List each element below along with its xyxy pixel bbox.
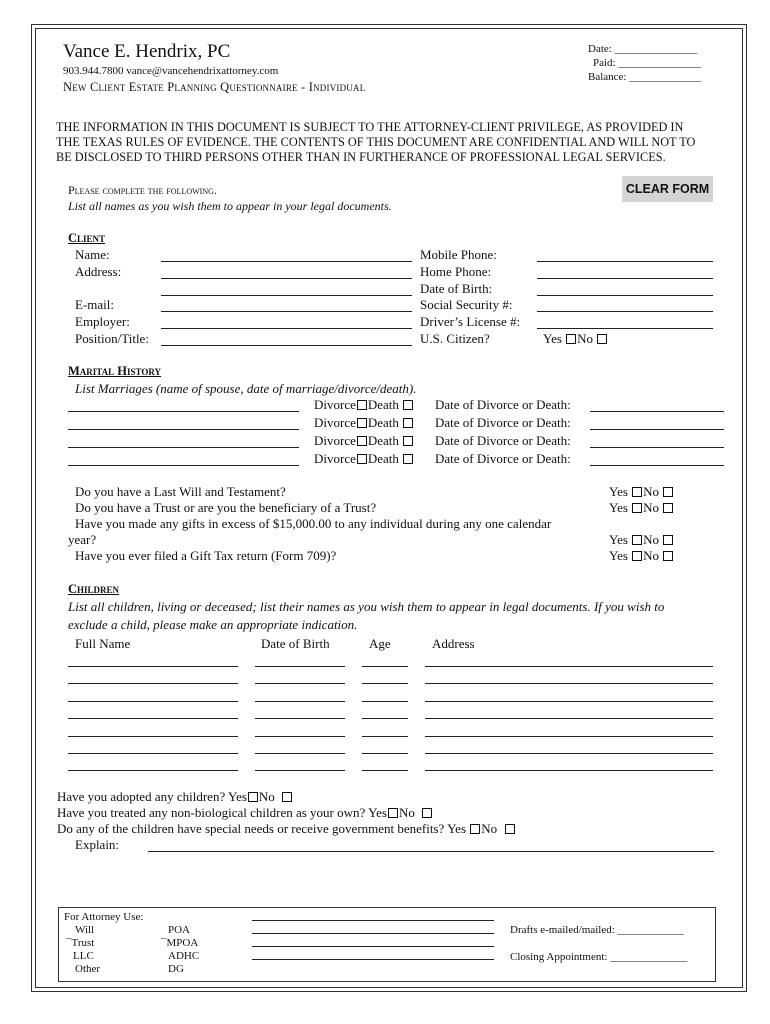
divorce-label: Divorce <box>314 415 356 430</box>
divorce-checkbox-3[interactable] <box>357 436 367 446</box>
citizen-no-label: No <box>577 331 594 346</box>
citizen-label: U.S. Citizen? <box>420 331 490 346</box>
will-yes-no <box>609 484 674 500</box>
address-label: Address: <box>75 264 122 279</box>
marriage-date-label-4: Date of Divorce or Death: <box>435 451 571 466</box>
marriage-row-4 <box>314 451 414 467</box>
firm-name: Vance E. Hendrix, PC <box>63 41 231 62</box>
child-name-field-1[interactable] <box>68 666 238 667</box>
child-address-field-7[interactable] <box>425 770 713 771</box>
child-dob-field-7[interactable] <box>255 770 345 771</box>
child-address-field-5[interactable] <box>425 736 713 737</box>
attorney-trust-label: Trust <box>71 937 95 949</box>
child-age-field-2[interactable] <box>362 683 408 684</box>
child-age-field-1[interactable] <box>362 666 408 667</box>
attorney-line-2[interactable] <box>252 933 494 934</box>
home-phone-label: Home Phone: <box>420 264 492 279</box>
gifts-yes-no <box>609 532 674 548</box>
gift-tax-question: Have you ever filed a Gift Tax return (Form 709)? <box>75 548 337 563</box>
divorce-label: Divorce <box>314 397 356 412</box>
attorney-llc: LLC <box>73 950 94 962</box>
special-needs-question-text: Do any of the children have special needs or receive government benefits? <box>57 821 445 836</box>
nonbio-no-checkbox[interactable] <box>422 808 432 818</box>
adopted-question-text: Have you adopted any children? <box>57 789 226 804</box>
death-checkbox-2[interactable] <box>403 418 413 428</box>
child-name-field-6[interactable] <box>68 753 238 754</box>
dob-label: Date of Birth: <box>420 281 493 296</box>
marriage-row-1 <box>314 397 414 413</box>
drafts-field: Drafts e-mailed/mailed: ____________ <box>510 924 684 936</box>
balance-field: Balance: _____________ <box>588 71 701 83</box>
gifts-question-line-1: Have you made any gifts in excess of $15,000.00 to any individual during any one calendar <box>75 516 552 531</box>
marriage-date-field-2[interactable] <box>590 429 724 430</box>
divorce-label: Divorce <box>314 433 356 448</box>
attorney-dg: DG <box>168 963 184 975</box>
yes-label: Yes <box>447 821 467 836</box>
marital-heading: Marital History <box>68 364 162 378</box>
child-age-field-3[interactable] <box>362 701 408 702</box>
dob-field[interactable] <box>537 295 713 296</box>
notice-line-3: BE DISCLOSED TO THIRD PERSONS OTHER THAN IN FURTHERANCE OF PROFESSIONAL LEGAL SERVICES. <box>56 150 666 164</box>
trust-yes-checkbox[interactable] <box>632 503 642 513</box>
explain-field[interactable] <box>148 851 714 852</box>
divorce-label: Divorce <box>314 451 356 466</box>
gift-tax-no-checkbox[interactable] <box>663 551 673 561</box>
attorney-trust: ¯Trust <box>66 937 95 949</box>
paid-field: Paid: _______________ <box>593 57 701 69</box>
gifts-no-checkbox[interactable] <box>663 535 673 545</box>
child-dob-field-5[interactable] <box>255 736 345 737</box>
child-age-field-6[interactable] <box>362 753 408 754</box>
attorney-other: Other <box>75 963 101 975</box>
yes-label: Yes <box>228 789 247 804</box>
no-label: No <box>643 500 660 515</box>
will-no-checkbox[interactable] <box>663 487 673 497</box>
form-title: New Client Estate Planning Questionnaire - Individual <box>63 80 366 94</box>
no-label: No <box>643 532 660 547</box>
attorney-use-box <box>58 907 716 982</box>
death-checkbox-3[interactable] <box>403 436 413 446</box>
name-field[interactable] <box>161 261 412 262</box>
yes-label: Yes <box>609 532 628 547</box>
attorney-mpoa: ¯MPOA <box>161 937 199 949</box>
child-address-field-4[interactable] <box>425 718 713 719</box>
child-address-field-1[interactable] <box>425 666 713 667</box>
adopted-yes-checkbox[interactable] <box>248 792 258 802</box>
child-name-field-2[interactable] <box>68 683 238 684</box>
address-field-1[interactable] <box>161 278 412 279</box>
death-label: Death <box>367 433 399 448</box>
gifts-yes-checkbox[interactable] <box>632 535 642 545</box>
attorney-line-3[interactable] <box>252 946 494 947</box>
marriage-date-field-4[interactable] <box>590 465 724 466</box>
children-heading: Children <box>68 582 120 596</box>
complete-instruction: Please complete the following. <box>68 183 217 197</box>
marriage-field-1[interactable] <box>68 411 299 412</box>
no-label: No <box>643 548 660 563</box>
client-heading: Client <box>68 231 106 245</box>
marital-instruction: List Marriages (name of spouse, date of marriage/divorce/death). <box>75 381 417 396</box>
ssn-field[interactable] <box>537 311 713 312</box>
marriage-date-field-3[interactable] <box>590 447 724 448</box>
ssn-label: Social Security #: <box>420 297 513 312</box>
trust-yes-no <box>609 500 674 516</box>
no-label: No <box>481 821 498 836</box>
will-yes-checkbox[interactable] <box>632 487 642 497</box>
marriage-date-label-2: Date of Divorce or Death: <box>435 415 571 430</box>
email-label: E-mail: <box>75 297 114 312</box>
attorney-line-4[interactable] <box>252 959 494 960</box>
will-question: Do you have a Last Will and Testament? <box>75 484 286 499</box>
names-instruction: List all names as you wish them to appear in your legal documents. <box>68 199 392 213</box>
attorney-mpoa-label: MPOA <box>166 937 199 949</box>
col-age: Age <box>369 636 391 651</box>
marriage-date-label-3: Date of Divorce or Death: <box>435 433 571 448</box>
trust-question: Do you have a Trust or are you the beneficiary of a Trust? <box>75 500 377 515</box>
attorney-poa: POA <box>168 924 191 936</box>
child-age-field-4[interactable] <box>362 718 408 719</box>
marriage-field-4[interactable] <box>68 465 299 466</box>
col-dob: Date of Birth <box>261 636 330 651</box>
divorce-checkbox-2[interactable] <box>357 418 367 428</box>
special-needs-question <box>57 821 516 837</box>
children-instruction-line-1: List all children, living or deceased; list their names as you wish them to appear in legal documents. If you wish to <box>68 599 665 614</box>
citizen-yes-label: Yes <box>543 331 562 346</box>
marriage-date-field-1[interactable] <box>590 411 724 412</box>
yes-label: Yes <box>609 484 628 499</box>
name-label: Name: <box>75 247 110 262</box>
child-dob-field-1[interactable] <box>255 666 345 667</box>
marriage-row-3 <box>314 433 414 449</box>
gift-tax-yes-checkbox[interactable] <box>632 551 642 561</box>
citizen-options <box>543 331 608 347</box>
yes-label: Yes <box>609 548 628 563</box>
date-field: Date: _______________ <box>588 43 698 55</box>
death-label: Death <box>367 451 399 466</box>
citizen-yes-checkbox[interactable] <box>566 334 576 344</box>
attorney-use-heading: For Attorney Use: <box>64 911 144 923</box>
explain-label: Explain: <box>75 837 120 852</box>
position-label: Position/Title: <box>75 331 149 346</box>
home-phone-field[interactable] <box>537 278 713 279</box>
special-yes-checkbox[interactable] <box>470 824 480 834</box>
employer-label: Employer: <box>75 314 130 329</box>
child-dob-field-4[interactable] <box>255 718 345 719</box>
child-address-field-6[interactable] <box>425 753 713 754</box>
child-name-field-5[interactable] <box>68 736 238 737</box>
divorce-checkbox-1[interactable] <box>357 400 367 410</box>
yes-label: Yes <box>368 805 387 820</box>
nonbio-question-text: Have you treated any non-biological children as your own? <box>57 805 366 820</box>
firm-contact: 903.944.7800 vance@vancehendrixattorney.com <box>63 65 279 77</box>
children-instruction-line-2: exclude a child, please make an appropriate indication. <box>68 617 358 632</box>
no-label: No <box>643 484 660 499</box>
col-address: Address <box>432 636 475 651</box>
marriage-field-3[interactable] <box>68 447 299 448</box>
child-age-field-7[interactable] <box>362 770 408 771</box>
attorney-line-1[interactable] <box>252 920 494 921</box>
clear-form-button[interactable]: CLEAR FORM <box>622 176 713 202</box>
drivers-license-label: Driver’s License #: <box>420 314 521 329</box>
child-address-field-2[interactable] <box>425 683 713 684</box>
citizen-no-checkbox[interactable] <box>597 334 607 344</box>
death-label: Death <box>367 397 399 412</box>
nonbio-question <box>57 805 433 821</box>
gift-tax-yes-no <box>609 548 674 564</box>
col-full-name: Full Name <box>75 636 131 651</box>
child-age-field-5[interactable] <box>362 736 408 737</box>
gifts-question-line-2: year? <box>68 532 97 547</box>
closing-appointment-field: Closing Appointment: ______________ <box>510 951 688 963</box>
nonbio-yes-checkbox[interactable] <box>388 808 398 818</box>
child-name-field-7[interactable] <box>68 770 238 771</box>
email-field[interactable] <box>161 311 412 312</box>
mobile-label: Mobile Phone: <box>420 247 497 262</box>
attorney-will: Will <box>75 924 95 936</box>
child-dob-field-6[interactable] <box>255 753 345 754</box>
address-field-2[interactable] <box>161 295 412 296</box>
yes-label: Yes <box>609 500 628 515</box>
adopted-question <box>57 789 293 805</box>
adopted-no-checkbox[interactable] <box>282 792 292 802</box>
child-dob-field-2[interactable] <box>255 683 345 684</box>
child-address-field-3[interactable] <box>425 701 713 702</box>
trust-no-checkbox[interactable] <box>663 503 673 513</box>
marriage-date-label-1: Date of Divorce or Death: <box>435 397 571 412</box>
notice-line-1: THE INFORMATION IN THIS DOCUMENT IS SUBJECT TO THE ATTORNEY-CLIENT PRIVILEGE, AS PROVIDED IN <box>56 120 684 134</box>
drivers-license-field[interactable] <box>537 328 713 329</box>
employer-field[interactable] <box>161 328 412 329</box>
mobile-field[interactable] <box>537 261 713 262</box>
death-checkbox-1[interactable] <box>403 400 413 410</box>
marriage-row-2 <box>314 415 414 431</box>
notice-line-2: THE TEXAS RULES OF EVIDENCE. THE CONTENTS OF THIS DOCUMENT ARE CONFIDENTIAL AND WILL NOT TO <box>56 135 696 149</box>
death-label: Death <box>367 415 399 430</box>
special-no-checkbox[interactable] <box>505 824 515 834</box>
child-name-field-3[interactable] <box>68 701 238 702</box>
child-name-field-4[interactable] <box>68 718 238 719</box>
death-checkbox-4[interactable] <box>403 454 413 464</box>
child-dob-field-3[interactable] <box>255 701 345 702</box>
divorce-checkbox-4[interactable] <box>357 454 367 464</box>
no-label: No <box>258 789 275 804</box>
attorney-adhc: ADHC <box>168 950 200 962</box>
no-label: No <box>399 805 415 820</box>
marriage-field-2[interactable] <box>68 429 299 430</box>
position-field[interactable] <box>161 345 412 346</box>
